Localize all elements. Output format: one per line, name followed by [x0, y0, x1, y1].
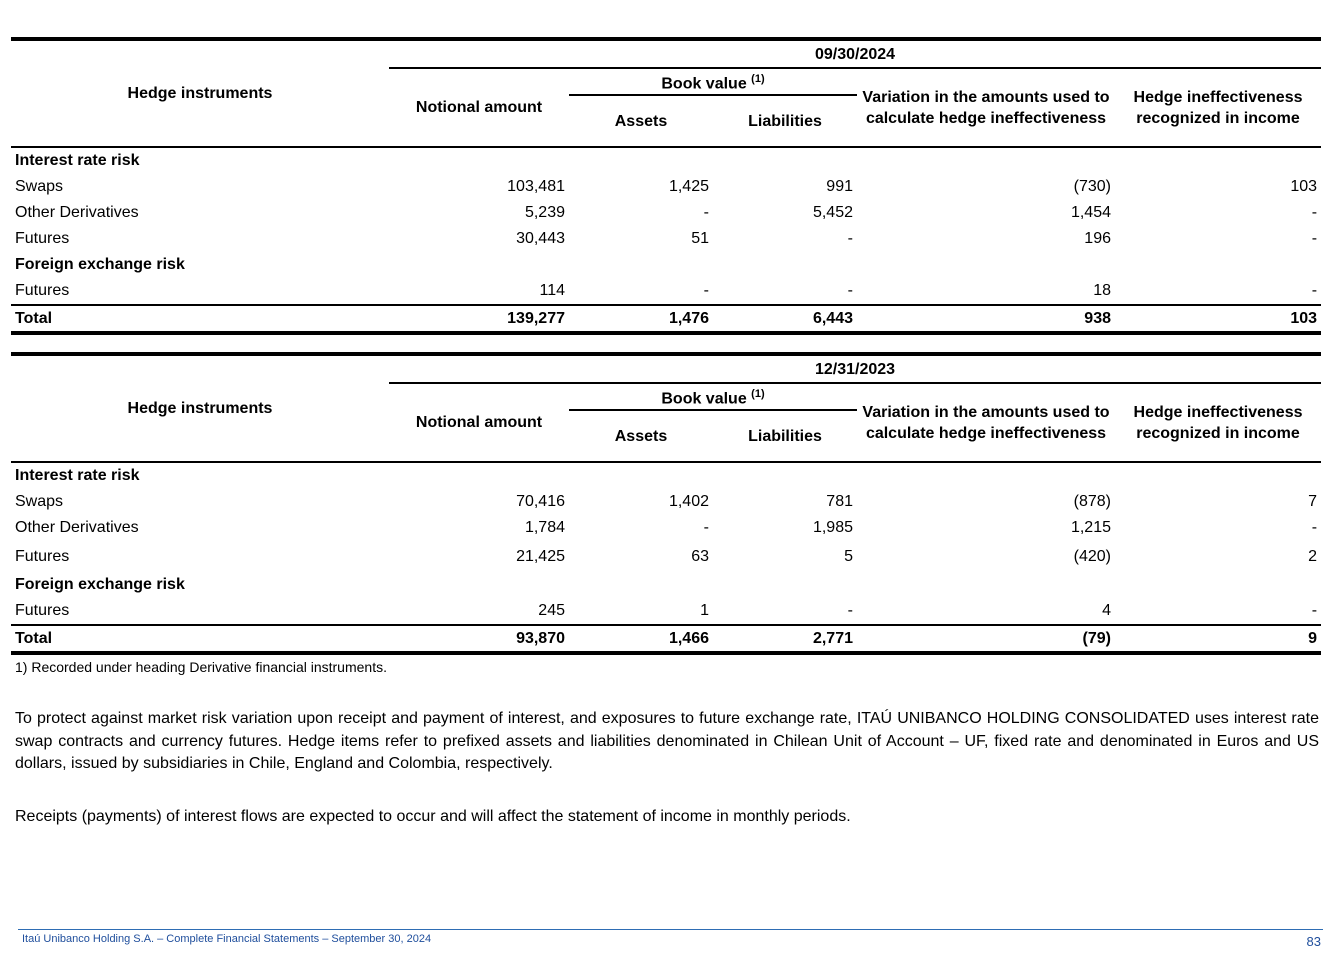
footer-divider [18, 929, 1323, 930]
total-variation: (79) [857, 625, 1115, 653]
section-interest-rate-risk: Interest rate risk [15, 152, 140, 170]
total-liabilities: 6,443 [713, 305, 857, 333]
assets-cell: - [703, 204, 709, 222]
ineffectiveness-cell: 7 [1308, 493, 1318, 511]
section-foreign-exchange-risk: Foreign exchange risk [15, 256, 185, 274]
paragraph-hedge-description: To protect against market risk variation upon receipt and payment of interest, and exposures to future exchange rate, ITAÚ UNIBANCO HOLDING CONSOLIDATED uses interest rate swap contracts and currency futures. Hedge items refer to prefixed assets and liabilities denominated in Chilean Unit of Account – UF, fixed rate and denominated in Euros and US dollars, issued by subsidiaries in Chile, England and Colombia, respectively. [15, 710, 1319, 772]
ineffectiveness-cell: - [1311, 282, 1318, 300]
table-row [11, 515, 1321, 541]
liabilities-cell: - [847, 282, 853, 300]
ineffectiveness-cell: - [1311, 519, 1318, 537]
row-label: Swaps [15, 178, 64, 196]
hedge-table-2024 [11, 37, 1321, 335]
liabilities-cell: 991 [826, 178, 853, 196]
liabilities-cell: - [847, 602, 853, 620]
total-notional: 93,870 [389, 625, 569, 653]
footer-text: Itaú Unibanco Holding S.A. – Complete Financial Statements – September 30, 2024 [22, 933, 432, 945]
total-ineffectiveness: 103 [1115, 305, 1321, 333]
variation-cell: 1,454 [1070, 204, 1111, 222]
table-row [11, 489, 1321, 515]
variation-cell: (730) [1073, 178, 1111, 196]
assets-cell: 63 [691, 547, 709, 565]
variation-cell: 18 [1093, 282, 1111, 300]
liabilities-header: Liabilities [713, 95, 857, 147]
total-notional: 139,277 [389, 305, 569, 333]
total-ineffectiveness: 9 [1115, 625, 1321, 653]
ineffectiveness-cell: 2 [1308, 547, 1318, 565]
total-label: Total [11, 305, 389, 333]
total-label: Total [11, 625, 389, 653]
row-label: Futures [15, 602, 70, 620]
notional-cell: 103,481 [507, 178, 565, 196]
total-liabilities: 2,771 [713, 625, 857, 653]
ineffectiveness-cell: - [1311, 230, 1318, 248]
notional-cell: 245 [538, 602, 565, 620]
variation-header: Variation in the amounts used to calculate hedge ineffectiveness [857, 383, 1115, 462]
ineffectiveness-cell: 103 [1290, 178, 1318, 196]
assets-cell: 1 [700, 602, 709, 620]
liabilities-cell: - [847, 230, 853, 248]
row-label: Futures [15, 547, 70, 565]
section-row [11, 572, 1321, 598]
notional-cell: 5,239 [524, 204, 565, 222]
ineffectiveness-header: Hedge ineffectiveness recognized in income [1115, 68, 1321, 147]
footnote: 1) Recorded under heading Derivative financial instruments. [15, 659, 387, 675]
variation-cell: 196 [1084, 230, 1111, 248]
variation-cell: 4 [1102, 602, 1111, 620]
hedge-table-2023 [11, 352, 1321, 655]
liabilities-header: Liabilities [713, 410, 857, 462]
variation-cell: 1,215 [1070, 519, 1111, 537]
liabilities-cell: 1,985 [812, 519, 853, 537]
ineffectiveness-cell: - [1311, 602, 1318, 620]
variation-header: Variation in the amounts used to calculate hedge ineffectiveness [857, 68, 1115, 147]
page-number: 83 [1306, 934, 1321, 949]
section-foreign-exchange-risk: Foreign exchange risk [15, 576, 185, 594]
assets-header: Assets [569, 410, 713, 462]
variation-cell: (420) [1073, 547, 1111, 565]
assets-cell: 51 [691, 230, 709, 248]
table-row [11, 174, 1321, 200]
notional-amount-header: Notional amount [389, 68, 569, 147]
total-row [11, 305, 1321, 333]
variation-cell: (878) [1073, 493, 1111, 511]
hedge-instruments-header: Hedge instruments [11, 354, 389, 462]
ineffectiveness-header: Hedge ineffectiveness recognized in income [1115, 383, 1321, 462]
table-row [11, 541, 1321, 572]
row-label: Other Derivatives [15, 204, 139, 222]
assets-cell: 1,425 [668, 178, 709, 196]
row-label: Futures [15, 230, 70, 248]
footnote-marker: (1) [751, 73, 765, 85]
assets-cell: 1,402 [668, 493, 709, 511]
date-header: 09/30/2024 [389, 39, 1321, 68]
hedge-instruments-header: Hedge instruments [11, 39, 389, 147]
liabilities-cell: 5 [844, 547, 853, 565]
total-assets: 1,466 [569, 625, 713, 653]
assets-cell: - [703, 282, 709, 300]
date-header: 12/31/2023 [389, 354, 1321, 383]
row-label: Other Derivatives [15, 519, 139, 537]
notional-cell: 114 [539, 282, 565, 300]
table-row [11, 598, 1321, 625]
row-label: Swaps [15, 493, 64, 511]
notional-cell: 21,425 [516, 547, 565, 565]
notional-cell: 30,443 [516, 230, 565, 248]
footnote-marker: (1) [751, 388, 765, 400]
total-variation: 938 [857, 305, 1115, 333]
row-label: Futures [15, 282, 70, 300]
notional-amount-header: Notional amount [389, 383, 569, 462]
total-assets: 1,476 [569, 305, 713, 333]
table-row [11, 200, 1321, 226]
book-value-header: Book value $^{(1)}$ [569, 383, 857, 410]
section-interest-rate-risk: Interest rate risk [15, 467, 140, 485]
ineffectiveness-cell: - [1311, 204, 1318, 222]
section-row [11, 252, 1321, 278]
table-row [11, 226, 1321, 252]
assets-cell: - [703, 519, 709, 537]
assets-header: Assets [569, 95, 713, 147]
notional-cell: 70,416 [516, 493, 565, 511]
liabilities-cell: 781 [826, 493, 853, 511]
book-value-header: Book value $^{(1)}$ [569, 68, 857, 95]
notional-cell: 1,784 [524, 519, 565, 537]
liabilities-cell: 5,452 [812, 204, 853, 222]
total-row [11, 625, 1321, 653]
section-row [11, 147, 1321, 174]
section-row [11, 462, 1321, 489]
table-row [11, 278, 1321, 305]
paragraph-interest-flows: Receipts (payments) of interest flows are expected to occur and will affect the statement of income in monthly periods. [15, 808, 851, 825]
